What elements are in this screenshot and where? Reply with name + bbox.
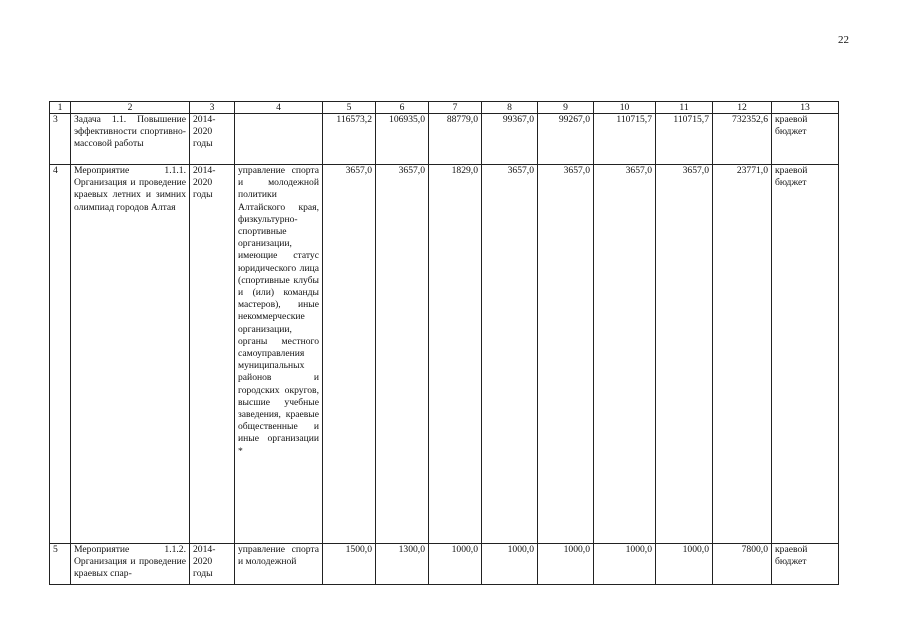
- value-cell: 1000,0: [656, 544, 713, 585]
- value-cell: 1000,0: [538, 544, 594, 585]
- value-cell: 110715,7: [594, 114, 656, 165]
- total-cell: 7800,0: [713, 544, 772, 585]
- funding-source: краевой бюджет: [772, 114, 839, 165]
- column-header: 2: [71, 102, 190, 114]
- value-cell: 1829,0: [429, 165, 482, 544]
- column-header: 6: [376, 102, 429, 114]
- table-row: [50, 544, 839, 585]
- budget-table: [49, 101, 839, 585]
- column-header: 4: [235, 102, 323, 114]
- total-cell: 732352,6: [713, 114, 772, 165]
- value-cell: 1300,0: [376, 544, 429, 585]
- activity-name: Мероприятие 1.1.1. Организация и проведение краевых летних и зимних олимпиад городов Алтая: [71, 165, 190, 544]
- value-cell: 1000,0: [429, 544, 482, 585]
- period: 2014-2020 годы: [190, 165, 235, 544]
- activity-name: Задача 1.1. Повышение эффективности спортивно-массовой работы: [71, 114, 190, 165]
- activity-name: Мероприятие 1.1.2. Организация и проведение краевых спар-: [71, 544, 190, 585]
- executor: управление спорта и молодежной: [235, 544, 323, 585]
- value-cell: 99367,0: [482, 114, 538, 165]
- value-cell: 3657,0: [538, 165, 594, 544]
- value-cell: 3657,0: [376, 165, 429, 544]
- value-cell: 3657,0: [482, 165, 538, 544]
- row-number: 3: [50, 114, 71, 165]
- period: 2014-2020 годы: [190, 114, 235, 165]
- period: 2014-2020 годы: [190, 544, 235, 585]
- column-header: 10: [594, 102, 656, 114]
- row-number: 4: [50, 165, 71, 544]
- column-header: 12: [713, 102, 772, 114]
- value-cell: 1000,0: [594, 544, 656, 585]
- column-header: 11: [656, 102, 713, 114]
- value-cell: 88779,0: [429, 114, 482, 165]
- value-cell: 3657,0: [656, 165, 713, 544]
- funding-source: краевой бюджет: [772, 165, 839, 544]
- column-header: 9: [538, 102, 594, 114]
- table-row: [50, 114, 839, 165]
- value-cell: 3657,0: [323, 165, 376, 544]
- column-header: 5: [323, 102, 376, 114]
- row-number: 5: [50, 544, 71, 585]
- value-cell: 1000,0: [482, 544, 538, 585]
- total-cell: 23771,0: [713, 165, 772, 544]
- executor: [235, 114, 323, 165]
- column-header: 3: [190, 102, 235, 114]
- executor: управление спорта и молодежной политики Алтайского края, физкультурно-спортивные организации, имеющие статус юридического лица (спортивные клубы и (или) команды мастеров), иные некоммерческие организации, органы местного самоуправления муниципальных районов и городских округов, высшие учебные заведения, краевые общественные и иные организации *: [235, 165, 323, 544]
- header-row: [50, 102, 839, 114]
- value-cell: 110715,7: [656, 114, 713, 165]
- value-cell: 3657,0: [594, 165, 656, 544]
- column-header: 13: [772, 102, 839, 114]
- value-cell: 106935,0: [376, 114, 429, 165]
- value-cell: 99267,0: [538, 114, 594, 165]
- value-cell: 116573,2: [323, 114, 376, 165]
- column-header: 8: [482, 102, 538, 114]
- column-header: 1: [50, 102, 71, 114]
- page-number: 22: [838, 34, 849, 46]
- funding-source: краевой бюджет: [772, 544, 839, 585]
- value-cell: 1500,0: [323, 544, 376, 585]
- column-header: 7: [429, 102, 482, 114]
- table-row: [50, 165, 839, 544]
